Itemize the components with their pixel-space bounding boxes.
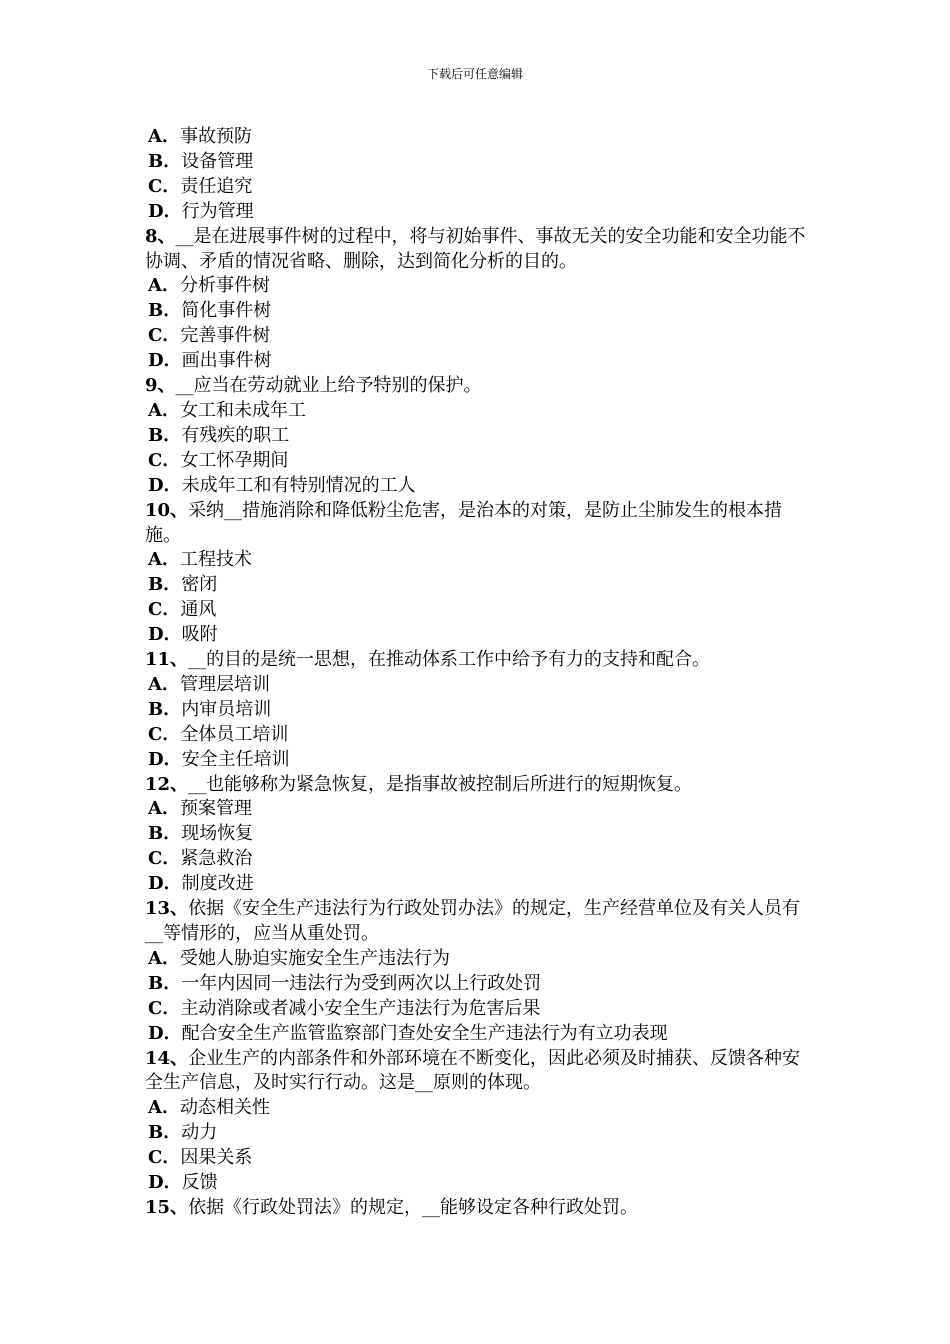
answer-option bbox=[145, 972, 815, 997]
answer-option bbox=[145, 1121, 815, 1146]
answer-option bbox=[145, 947, 815, 972]
option-text: 画出事件树 bbox=[181, 350, 272, 372]
option-letter: D． bbox=[148, 1172, 182, 1194]
option-text: 一年内因同一违法行为受到两次以上行政处罚 bbox=[181, 972, 542, 994]
option-letter: D． bbox=[148, 350, 182, 372]
answer-option bbox=[145, 997, 815, 1022]
answer-option bbox=[145, 299, 815, 324]
question-number: 13、 bbox=[145, 898, 189, 920]
option-letter: D． bbox=[148, 474, 182, 496]
answer-option bbox=[145, 349, 815, 374]
question-number: 9、 bbox=[145, 375, 176, 397]
option-letter: B． bbox=[148, 1122, 182, 1144]
answer-option bbox=[145, 200, 815, 225]
option-letter: D． bbox=[148, 200, 182, 222]
answer-option bbox=[145, 598, 815, 623]
option-text: 有残疾的职工 bbox=[181, 424, 290, 446]
option-letter: C． bbox=[148, 1147, 181, 1169]
answer-option bbox=[145, 623, 815, 648]
option-letter: C． bbox=[148, 997, 181, 1019]
option-letter: C． bbox=[148, 325, 181, 347]
answer-option bbox=[145, 324, 815, 349]
answer-option bbox=[145, 548, 815, 573]
option-letter: A． bbox=[148, 126, 180, 147]
question-text: __也能够称为紧急恢复，是指事故被控制后所进行的短期恢复。 bbox=[188, 773, 693, 795]
answer-option bbox=[145, 274, 815, 299]
question-text: 依据《行政处罚法》的规定，__能够设定各种行政处罚。 bbox=[188, 1196, 639, 1218]
option-letter: B． bbox=[148, 150, 182, 172]
option-text: 设备管理 bbox=[181, 150, 254, 172]
answer-option bbox=[145, 449, 815, 474]
answer-option bbox=[145, 125, 815, 150]
option-text: 密闭 bbox=[181, 574, 218, 596]
answer-option bbox=[145, 573, 815, 598]
answer-option bbox=[145, 1146, 815, 1171]
option-letter: D． bbox=[148, 748, 182, 770]
option-letter: D． bbox=[148, 1022, 182, 1044]
answer-option bbox=[145, 1022, 815, 1047]
option-text: 预案管理 bbox=[179, 798, 252, 820]
answer-option bbox=[145, 175, 815, 200]
option-text: 紧急救治 bbox=[180, 848, 253, 870]
option-letter: B． bbox=[148, 972, 182, 994]
option-letter: B． bbox=[148, 300, 182, 322]
option-letter: A． bbox=[148, 798, 180, 820]
question-stem bbox=[145, 897, 815, 947]
question-stem bbox=[145, 225, 815, 275]
question-text: __应当在劳动就业上给予特别的保护。 bbox=[175, 375, 482, 397]
answer-option bbox=[145, 1096, 815, 1121]
option-text: 主动消除或者减小安全生产违法行为危害后果 bbox=[180, 997, 541, 1019]
option-text: 因果关系 bbox=[180, 1147, 253, 1169]
option-letter: C． bbox=[148, 449, 181, 471]
option-letter: C． bbox=[148, 175, 181, 197]
option-text: 管理层培训 bbox=[179, 673, 270, 695]
question-number: 12、 bbox=[145, 773, 189, 795]
page-header: 下载后可任意编辑 bbox=[426, 67, 523, 81]
question-text: 企业生产的内部条件和外部环境在不断变化，因此必须及时捕获、反馈各种安全生产信息，及时实行行动。这是__原则的体现。 bbox=[145, 1047, 801, 1094]
option-text: 现场恢复 bbox=[181, 823, 254, 845]
option-text: 通风 bbox=[180, 599, 217, 621]
answer-option bbox=[145, 474, 815, 499]
option-letter: A． bbox=[148, 399, 180, 421]
option-letter: B． bbox=[148, 823, 182, 845]
option-text: 完善事件树 bbox=[180, 325, 271, 347]
question-number: 14、 bbox=[145, 1047, 189, 1069]
question-number: 11、 bbox=[145, 649, 189, 671]
question-stem bbox=[145, 648, 815, 673]
option-letter: A． bbox=[148, 275, 180, 297]
option-text: 全体员工培训 bbox=[180, 723, 289, 745]
answer-option bbox=[145, 872, 815, 897]
option-letter: A． bbox=[148, 947, 180, 969]
option-letter: A． bbox=[148, 1097, 180, 1119]
option-text: 受她人胁迫实施安全生产违法行为 bbox=[179, 947, 450, 969]
option-text: 责任追究 bbox=[180, 175, 253, 197]
option-text: 工程技术 bbox=[179, 549, 252, 571]
answer-option bbox=[145, 1171, 815, 1196]
question-stem bbox=[145, 1196, 815, 1221]
question-number: 10、 bbox=[145, 499, 189, 521]
question-number: 8、 bbox=[145, 225, 176, 247]
option-text: 安全主任培训 bbox=[181, 748, 290, 770]
question-text: __是在进展事件树的过程中，将与初始事件、事故无关的安全功能和安全功能不协调、矛盾的情况省略、删除，达到简化分析的目的。 bbox=[145, 225, 806, 272]
option-text: 动态相关性 bbox=[179, 1097, 270, 1119]
answer-option bbox=[145, 822, 815, 847]
question-stem bbox=[145, 1047, 815, 1097]
option-letter: A． bbox=[148, 549, 180, 571]
question-text: 依据《安全生产违法行为行政处罚办法》的规定，生产经营单位及有关人员有__等情形的，应当从重处罚。 bbox=[145, 898, 801, 944]
option-text: 简化事件树 bbox=[181, 300, 272, 322]
option-letter: D． bbox=[148, 624, 182, 646]
option-letter: D． bbox=[148, 873, 182, 895]
option-text: 行为管理 bbox=[181, 200, 254, 222]
question-number: 15、 bbox=[145, 1196, 189, 1218]
option-letter: C． bbox=[148, 723, 181, 745]
question-text: 采纳__措施消除和降低粉尘危害，是治本的对策，是防止尘肺发生的根本措施。 bbox=[145, 499, 783, 546]
question-stem bbox=[145, 773, 815, 798]
answer-option bbox=[145, 847, 815, 872]
answer-option bbox=[145, 424, 815, 449]
answer-option bbox=[145, 698, 815, 723]
option-letter: C． bbox=[148, 848, 181, 870]
option-text: 配合安全生产监管监察部门查处安全生产违法行为有立功表现 bbox=[181, 1022, 668, 1044]
option-text: 内审员培训 bbox=[181, 698, 272, 720]
option-text: 事故预防 bbox=[179, 126, 252, 147]
question-text: __的目的是统一思想，在推动体系工作中给予有力的支持和配合。 bbox=[188, 649, 711, 671]
option-text: 动力 bbox=[181, 1122, 218, 1144]
option-letter: B． bbox=[148, 698, 182, 720]
question-list bbox=[145, 125, 815, 1221]
answer-option bbox=[145, 748, 815, 773]
answer-option bbox=[145, 797, 815, 822]
option-text: 未成年工和有特别情况的工人 bbox=[181, 474, 416, 496]
option-letter: B． bbox=[148, 574, 182, 596]
option-text: 制度改进 bbox=[181, 873, 254, 895]
answer-option bbox=[145, 150, 815, 175]
option-text: 反馈 bbox=[181, 1172, 218, 1194]
question-stem bbox=[145, 374, 815, 399]
option-text: 吸附 bbox=[181, 624, 218, 646]
question-stem bbox=[145, 499, 815, 549]
option-text: 分析事件树 bbox=[179, 275, 270, 297]
option-text: 女工怀孕期间 bbox=[180, 449, 289, 471]
answer-option bbox=[145, 673, 815, 698]
option-letter: A． bbox=[148, 673, 180, 695]
option-letter: B． bbox=[148, 424, 182, 446]
answer-option bbox=[145, 723, 815, 748]
answer-option bbox=[145, 399, 815, 424]
option-text: 女工和未成年工 bbox=[179, 399, 306, 421]
option-letter: C． bbox=[148, 599, 181, 621]
